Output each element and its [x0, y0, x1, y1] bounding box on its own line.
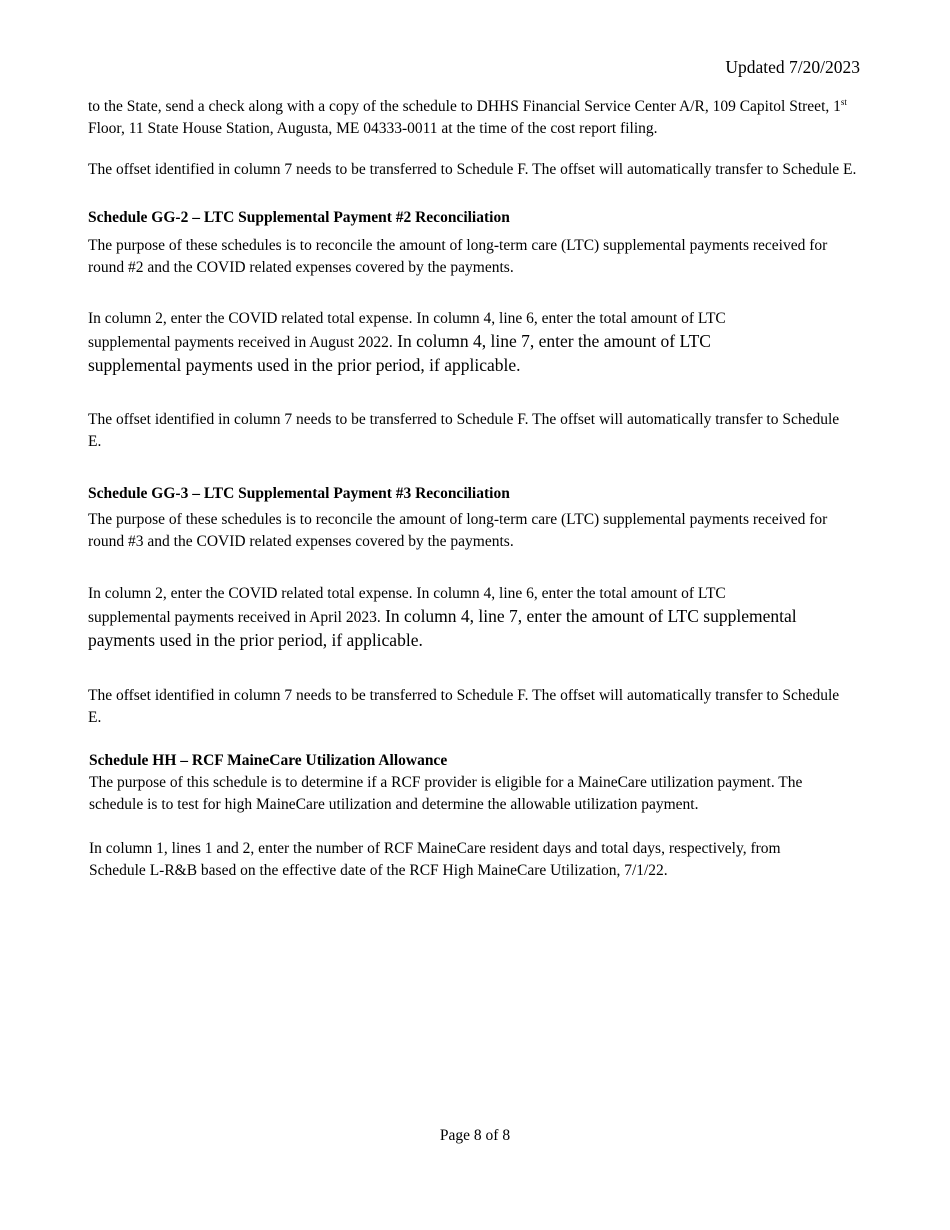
hh-column-instructions: In column 1, lines 1 and 2, enter the number of RCF MaineCare resident days and total days, respectively, from Schedule L-R&B based on the effective date of the RCF High MaineCare Utilization, 7/1/22. [89, 840, 781, 879]
ordinal-suffix: st [840, 97, 847, 107]
offset-paragraph: The offset identified in column 7 needs to be transferred to Schedule F. The offset will automatically transfer to Schedule E. [88, 161, 857, 178]
section-heading-hh: Schedule HH – RCF MaineCare Utilization Allowance [89, 752, 448, 769]
section-heading-gg2: Schedule GG-2 – LTC Supplemental Payment #2 Reconciliation [88, 209, 510, 226]
hh-purpose-paragraph: The purpose of this schedule is to determine if a RCF provider is eligible for a MaineCare utilization payment. The schedule is to test for high MaineCare utilization and determine the allowable utilization payment. [89, 774, 803, 813]
gg2-column-instructions: In column 2, enter the COVID related total expense. In column 4, line 6, enter the total amount of LTC supplemental payments received in August 2022. In column 4, line 7, enter the amount of LTC supplemental payments used in the prior period, if applicable. [88, 310, 726, 375]
gg3-purpose-paragraph: The purpose of these schedules is to reconcile the amount of long-term care (LTC) supplemental payments received for round #3 and the COVID related expenses covered by the payments. [88, 511, 828, 550]
updated-date: Updated 7/20/2023 [725, 57, 860, 77]
gg3-column-instructions: In column 2, enter the COVID related total expense. In column 4, line 6, enter the total amount of LTC supplemental payments received in April 2023. In column 4, line 7, enter the amount of LTC supplemental payments used in the prior period, if applicable. [88, 585, 797, 650]
page-number: Page 8 of 8 [439, 1127, 511, 1144]
gg2-offset-paragraph: The offset identified in column 7 needs to be transferred to Schedule F. The offset will automatically transfer to Schedule E. [88, 411, 840, 450]
document-body [88, 96, 863, 882]
intro-paragraph: to the State, send a check along with a copy of the schedule to DHHS Financial Service Center A/R, 109 Capitol Street, 1st Floor, 11 State House Station, Augusta, ME 04333-0011 at the time of the cost report filing. [88, 97, 847, 137]
gg3-offset-paragraph: The offset identified in column 7 needs to be transferred to Schedule F. The offset will automatically transfer to Schedule E. [88, 687, 840, 726]
section-heading-gg3: Schedule GG-3 – LTC Supplemental Payment #3 Reconciliation [88, 485, 510, 502]
gg2-purpose-paragraph: The purpose of these schedules is to reconcile the amount of long-term care (LTC) supplemental payments received for round #2 and the COVID related expenses covered by the payments. [88, 237, 828, 276]
